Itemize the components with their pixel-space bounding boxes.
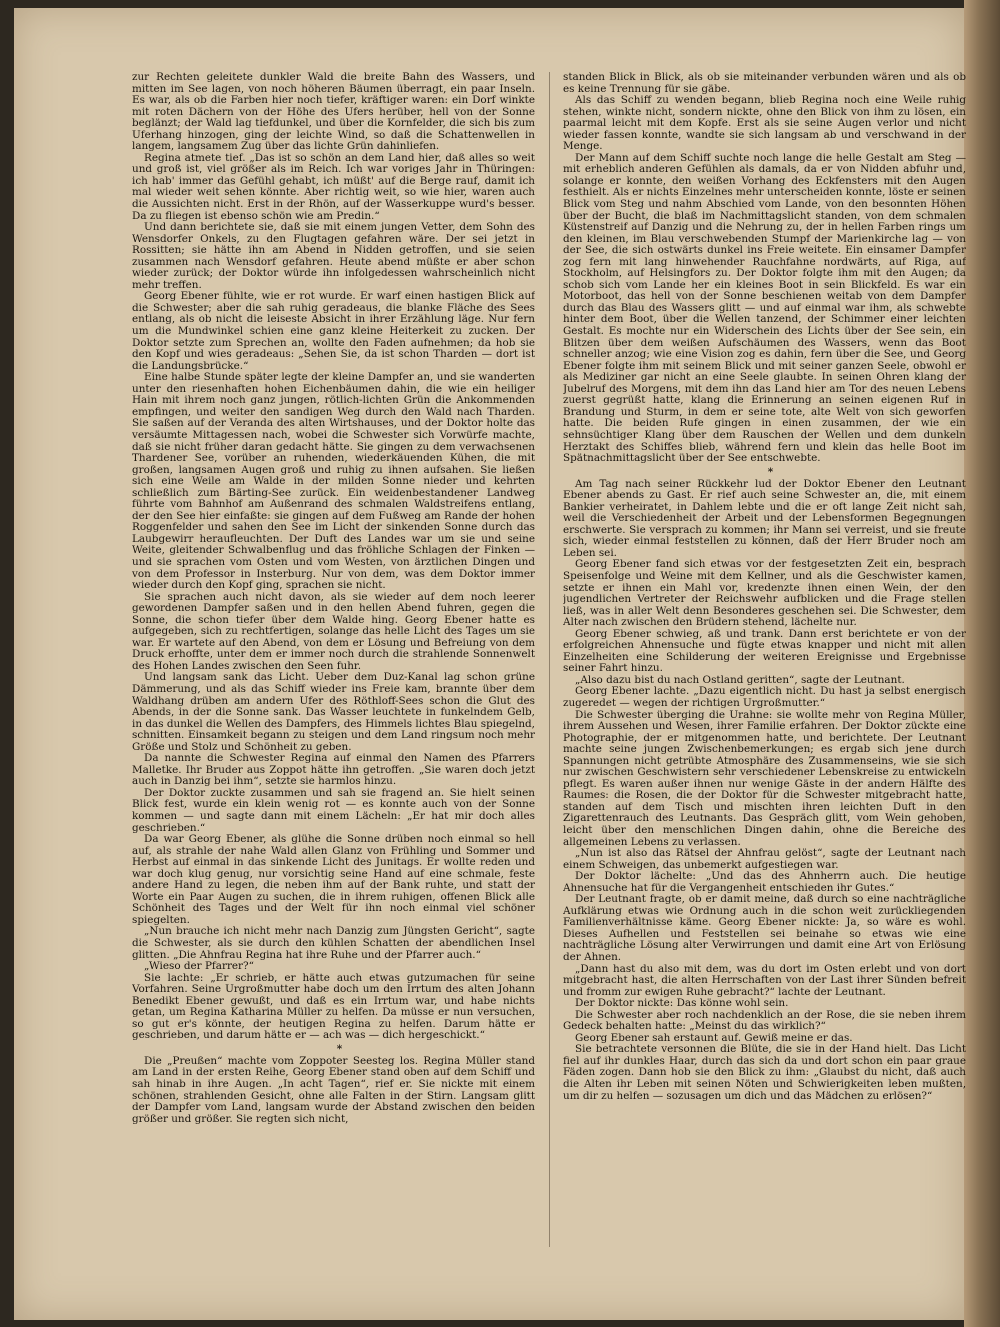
paragraph: Der Doktor zuckte zusammen und sah sie fragend an. Sie hielt seinen Blick fest, wurde ein klein wenig rot — es konnte auch von der Sonne kommen — und sagte dann mit einem Lächeln: „Er hat mir doch alles geschrieben.“ [132, 786, 535, 834]
section-separator: * [767, 465, 774, 478]
page-binding-edge [964, 0, 1000, 1327]
paragraph: Am Tag nach seiner Rückkehr lud der Doktor Ebener den Leutnant Ebener abends zu Gast. Er rief auch seine Schwester an, die, mit einem Bankier verheiratet, in Dahlem lebte und die er oft lange Zeit nicht sah, weil die Verschiedenheit der Arbeit und der Lebensformen Begegnungen erschwerte. Sie versprach zu kommen; ihr Mann sei verreist, und sie freute sich, wieder einmal feststellen zu können, daß der Herr Bruder noch am Leben sei. [563, 477, 966, 559]
section-separator: * [336, 1042, 343, 1055]
paragraph: Der Mann auf dem Schiff suchte noch lange die helle Gestalt am Steg — mit erheblich anderen Gefühlen als damals, da er von Nidden abfuhr und, solange er konnte, den weißen Vorhang des Eckfensters mit den Augen festhielt. Als er nichts Einzelnes mehr unterscheiden konnte, löste er seinen Blick vom Steg und nahm Abschied vom Lande, von den besonnten Höhen über der Bucht, die blaß im Nachmittagslicht standen, von dem schmalen Küstenstreif auf Danzig und die Nehrung zu, der in hellen Farben rings um den kleinen, im Blau verschwebenden Stumpf der Marienkirche lag — von der See, die sich ostwärts dunkel ins Freie weitete. Ein einsamer Dampfer zog fern mit lang hinwehender Rauchfahne nordwärts, auf Riga, auf Stockholm, auf Helsingfors zu. Der Doktor folgte ihm mit den Augen; da schob sich vom Lande her ein kleines Boot in sein Blickfeld. Es war ein Motorboot, das hell von der Sonne beschienen weitab von dem Dampfer durch das Blau des Wassers glitt — und auf einmal war ihm, als schwebte hinter dem Boot, über die Wellen tanzend, der Schimmer einer leichten Gestalt. Es mochte nur ein Widerschein des Lichts über der See sein, ein Blitzen über dem weißen Aufschäumen des Wassers, wenn das Boot schneller anzog; wie eine Vision zog es dahin, fern über die See, und Georg Ebener folgte ihm mit seinem Blick und mit seiner ganzen Seele, obwohl er als Mediziner gar nicht an eine Seele glaubte. In seinen Ohren klang der Jubelruf des Morgens, mit dem ihn das Land hier am Tor des neuen Lebens zuerst gegrüßt hatte, klang die Erinnerung an seinen eigenen Ruf in Brandung und Sturm, in dem er seine tote, alte Welt von sich geworfen hatte. Die beiden Rufe gingen in einen zusammen, der wie ein sehnsüchtiger Klang über dem Rauschen der Wellen und dem dunkeln Herztakt des Schiffes blieb, während fern und klein das helle Boot im Spätnachmittagslicht über der See entschwebte. [563, 151, 966, 465]
paragraph: Georg Ebener fand sich etwas vor der festgesetzten Zeit ein, besprach Speisenfolge und Weine mit dem Kellner, und als die Geschwister kamen, setzte er ihnen ein Mahl vor, kredenzte ihnen einen Wein, der den jugendlichen Vertreter der Reichswehr aufblicken und die Frage stellen ließ, was in aller Welt denn Besonderes geschehen sei. Die Schwester, dem Alter nach zwischen den Brüdern stehend, lächelte nur. [563, 558, 966, 629]
paragraph: Da war Georg Ebener, als glühe die Sonne drüben noch einmal so hell auf, als strahle der nahe Wald allen Glanz von Frühling und Sommer und Herbst auf einmal in das sinkende Licht des Junitags. Er wollte reden und war doch klug genug, nur vorsichtig seine Hand auf eine schmale, feste andere Hand zu legen, die neben ihm auf der Bank ruhte, und statt der Worte ein Paar Augen zu suchen, die in ihrem ruhigen, offenen Blick alle Schönheit des Tages und der Welt für ihn noch einmal viel schöner spiegelten. [132, 833, 535, 926]
paragraph: Sie sprachen auch nicht davon, als sie wieder auf dem noch leerer gewordenen Dampfer saßen und in den hellen Abend fuhren, gegen die Sonne, die schon tiefer über dem Walde hing. Georg Ebener hatte es aufgegeben, sich zu rechtfertigen, solange das helle Licht des Tages um sie war. Er wartete auf den Abend, von dem er Lösung und Befreiung von dem Druck erhoffte, unter dem er immer noch durch die strahlende Sonnenwelt des Hohen Landes zwischen den Seen fuhr. [132, 590, 535, 672]
paragraph: Regina atmete tief. „Das ist so schön an dem Land hier, daß alles so weit und groß ist, viel größer als im Reich. Ich war voriges Jahr in Thüringen: ich hab' immer das Gefühl gehabt, ich müßt' auf die Berge rauf, damit ich mal wieder weit sehen könnte. Aber richtig weit, so wie hier, waren auch die Aussichten nicht. Erst in der Rhön, auf der Wasserkuppe wurd's besser. Da zu fliegen ist ebenso schön wie am Predin.“ [132, 151, 535, 222]
left-column [132, 72, 535, 1247]
paragraph: Die Schwester aber roch nachdenklich an der Rose, die sie neben ihrem Gedeck behalten hatte: „Meinst du das wirklich?“ [563, 1008, 966, 1033]
paragraph: Der Leutnant fragte, ob er damit meine, daß durch so eine nachträgliche Aufklärung etwas wie Ordnung auch in die schon weit zurückliegenden Familienverhältnisse käme. Georg Ebener nickte: Ja, so wäre es wohl. Dieses Aufhellen und Feststellen sei beinahe so etwas wie eine nachträgliche Lösung alter Verwirrungen und damit eine Art von Erlösung der Ahnen. [563, 893, 966, 964]
paragraph: Georg Ebener fühlte, wie er rot wurde. Er warf einen hastigen Blick auf die Schwester; aber die sah ruhig geradeaus, die blanke Fläche des Sees entlang, als ob nicht die leiseste Absicht in ihrer Erzählung läge. Nur fern um die Mundwinkel schien eine ganz kleine Heiterkeit zu zucken. Der Doktor setzte zum Sprechen an, wollte den Faden aufnehmen; da hob sie den Kopf und wies geradeaus: „Sehen Sie, da ist schon Tharden — dort ist die Landungsbrücke.“ [132, 290, 535, 372]
right-column [563, 72, 966, 1247]
paragraph: Da nannte die Schwester Regina auf einmal den Namen des Pfarrers Malletke. Ihr Bruder aus Zoppot hätte ihn getroffen. „Sie waren doch jetzt auch in Danzig bei ihm“, setzte sie harmlos hinzu. [132, 752, 535, 788]
paragraph: Sie betrachtete versonnen die Blüte, die sie in der Hand hielt. Das Licht fiel auf ihr dunkles Haar, durch das sich da und dort schon ein paar graue Fäden zogen. Dann hob sie den Blick zu ihm: „Glaubst du nicht, daß auch die Alten ihr Leben mit seinen Nöten und Schwierigkeiten leben mußten, um dir zu helfen — sozusagen um dich und das Mädchen zu erlösen?“ [563, 1043, 966, 1102]
paragraph: „Also dazu bist du nach Ostland geritten“, sagte der Leutnant. [575, 673, 905, 686]
paragraph: „Dann hast du also mit dem, was du dort im Osten erlebt und von dort mitgebracht hast, die alten Herrschaften von der Last ihrer Sünden befreit und fromm zur ewigen Ruhe gebracht?“ lachte der Leutnant. [563, 962, 966, 998]
paragraph: Der Doktor nickte: Das könne wohl sein. [575, 997, 789, 1010]
paragraph: „Nun brauche ich nicht mehr nach Danzig zum Jüngsten Gericht“, sagte die Schwester, als sie durch den kühlen Schatten der abendlichen Insel glitten. „Die Ahnfrau Regina hat ihre Ruhe und der Pfarrer auch.“ [132, 925, 535, 961]
text-columns [132, 72, 966, 1247]
paragraph: Sie lachte: „Er schrieb, er hätte auch etwas gutzumachen für seine Vorfahren. Seine Urgroßmutter habe doch um den Irrtum des alten Johann Benedikt Ebener gewußt, und daß es ein Irrtum war, und habe nichts getan, um Regina Katharina Müller zu helfen. Da müsse er nun versuchen, so gut er's könnte, der heutigen Regina zu helfen. Darum hätte er geschrieben, und darum hätte er — ach was — dich hergeschickt.“ [132, 971, 535, 1042]
paragraph: Georg Ebener lachte. „Dazu eigentlich nicht. Du hast ja selbst energisch zugeredet — wegen der richtigen Urgroßmutter.“ [563, 685, 966, 709]
paragraph: Georg Ebener sah erstaunt auf. Gewiß meine er das. [575, 1031, 853, 1044]
paragraph: Die Schwester überging die Urahne: sie wollte mehr von Regina Müller, ihrem Aussehen und Wesen, ihrer Familie erfahren. Der Doktor zückte eine Photographie, der er mitgenommen hatte, und berichtete. Der Leutnant machte seine jungen Zwischenbemerkungen; es ergab sich jene durch Spannungen nicht getrübte Atmosphäre des Zusammenseins, wie sie sich nur zwischen Geschwistern sehr verschiedener Lebenskreise zu entwickeln pflegt. Es waren außer ihnen nur wenige Gäste in der andern Hälfte des Raumes: die Rosen, die der Doktor für die Schwester mitgebracht hatte, standen auf dem Tisch und mischten ihren leichten Duft in den Zigarettenrauch des Leutnants. Das Gespräch glitt, vom Wein gehoben, leicht über den menschlichen Dingen dahin, ohne die Bereiche des allgemeinen Lebens zu verlassen. [563, 708, 966, 848]
paragraph: Georg Ebener schwieg, aß und trank. Dann erst berichtete er von der erfolgreichen Ahnensuche und fügte etwas knapper und nicht mit allen Einzelheiten eine Schilderung der weiteren Ereignisse und Ergebnisse seiner Fahrt hinzu. [563, 627, 966, 675]
paragraph: Und dann berichtete sie, daß sie mit einem jungen Vetter, dem Sohn des Wensdorfer Onkels, zu den Flugtagen gefahren wäre. Der sei jetzt in Rossitten; sie hätte ihn am Abend in Nidden getroffen, und sie seien zusammen nach Wensdorf gefahren. Heute abend müßte er aber schon wieder zurück; der Doktor würde ihn infolgedessen wahrscheinlich nicht mehr treffen. [132, 221, 535, 291]
paragraph: Und langsam sank das Licht. Ueber dem Duz-Kanal lag schon grüne Dämmerung, und als das Schiff wieder ins Freie kam, brannte über dem Waldhang drüben am andern Ufer des Röthloff-Sees schon die Glut des Abends, in der die Sonne sank. Das Wasser leuchtete in funkelndem Gelb, in das dunkel die Wellen des Dampfers, des Himmels lichtes Blau spiegelnd, schnitten. Einsamkeit begann zu steigen und dem Land ringsum noch mehr Größe und Stolz und Schönheit zu geben. [132, 671, 535, 753]
paragraph: Als das Schiff zu wenden begann, blieb Regina noch eine Weile ruhig stehen, winkte nicht, sondern nickte, ohne den Blick von ihm zu lösen, ein paarmal leicht mit dem Kopfe. Erst als sie seine Augen verlor und nicht wieder fassen konnte, wandte sie sich langsam ab und verschwand in der Menge. [563, 94, 966, 153]
column-rule [549, 72, 550, 1247]
paragraph: standen Blick in Blick, als ob sie miteinander verbunden wären und als ob es keine Trennung für sie gäbe. [563, 72, 966, 95]
paragraph: zur Rechten geleitete dunkler Wald die breite Bahn des Wassers, und mitten im See lagen, von noch höheren Bäumen überragt, ein paar Inseln. Es war, als ob die Farben hier noch tiefer, kräftiger waren: ein Dorf winkte mit roten Dächern von der Höhe des Ufers herüber, hell von der Sonne beglänzt; der Wald lag tiefdunkel, und über die Kornfelder, die sich bis zum Uferhang hinzogen, ging der leichte Wind, so daß die Schattenwellen in langem, langsamem Zug über das lichte Grün dahinliefen. [132, 72, 535, 153]
paragraph: „Wieso der Pfarrer?“ [144, 960, 254, 973]
paragraph: Eine halbe Stunde später legte der kleine Dampfer an, und sie wanderten unter den riesenhaften hohen Eichenbäumen dahin, die wie ein heiliger Hain mit ihrem noch ganz jungen, rötlich-lichten Grün die Ankommenden empfingen, und weiter den sandigen Weg durch den Wald nach Tharden. Sie saßen auf der Veranda des alten Wirtshauses, und der Doktor holte das versäumte Mittagessen nach, wobei die Schwester sich Vorwürfe machte, daß sie nicht früher daran gedacht hätte. Sie gingen zu dem verwachsenen Thardener See, vorüber an ruhenden, wiederkäuenden Kühen, die mit großen, langsamen Augen groß und ruhig zu ihnen aufsahen. Sie ließen sich eine Weile am Walde in der milden Sonne nieder und kehrten schließlich zum Bärting-See zurück. Ein weidenbestandener Landweg führte vom Bahnhof am Außenrand des schmalen Waldstreifens entlang, der den See hier einfaßte: sie gingen auf dem Fußweg am Rande der hohen Roggenfelder und sahen den See im Licht der sinkenden Sonne durch das Laubgewirr heraufleuchten. Der Duft des Landes war um sie und seine Weite, gleitender Schwalbenflug und das fröhliche Schlagen der Finken — und sie sprachen vom Osten und vom Westen, von ärztlichen Dingen und von dem Professor in Insterburg. Nur von dem, was dem Doktor immer wieder durch den Kopf ging, sprachen sie nicht. [132, 371, 535, 592]
paragraph: Der Doktor lächelte: „Und das des Ahnherrn auch. Die heutige Ahnensuche hat für die Vergangenheit entschieden ihr Gutes.“ [563, 870, 966, 894]
paragraph: Die „Preußen“ machte vom Zoppoter Seesteg los. Regina Müller stand am Land in der ersten Reihe, Georg Ebener stand oben auf dem Schiff und sah hinab in ihre Augen. „In acht Tagen“, rief er. Sie nickte mit einem schönen, strahlenden Gesicht, ohne alle Falten in der Stirn. Langsam glitt der Dampfer vom Land, langsam wurde der Abstand zwischen den beiden größer und größer. Sie regten sich nicht, [132, 1054, 535, 1125]
paragraph: „Nun ist also das Rätsel der Ahnfrau gelöst“, sagte der Leutnant nach einem Schweigen, das unbemerkt aufgestiegen war. [563, 847, 966, 871]
